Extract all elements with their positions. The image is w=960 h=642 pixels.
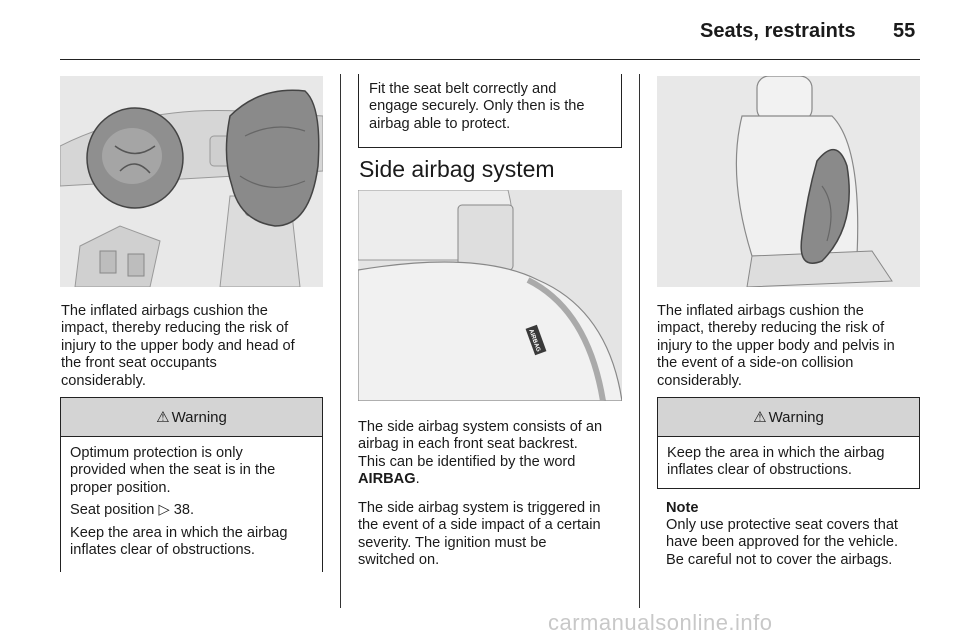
warning-text-seat-position: Seat position ▷ 38. (70, 502, 195, 519)
warning-box-seat-position (60, 397, 323, 572)
side-airbag-description: The side airbag system consists of an airbag in each front seat backrest. This can be identified by the word AIRBAG. (358, 419, 603, 488)
page-number: 55 (893, 20, 916, 42)
continued-box-seat-belt (358, 74, 622, 148)
section-heading-side-airbag: Side airbag system (359, 156, 555, 182)
front-airbags-illustration (60, 76, 323, 287)
page-header-title: Seats, restraints (700, 20, 856, 42)
side-airbag-trigger-text: The side airbag system is triggered in the event of a side impact of a certain severity. The ignition must be switched on. (358, 500, 601, 569)
page-ref-triangle-icon: ▷ (158, 502, 170, 519)
figure-caption-side-airbag: The inflated airbags cushion the impact, thereby reducing the risk of injury to the upper body and pelvis in the event of a side-on collision considerably. (657, 303, 895, 389)
warning-box-obstructions (657, 397, 920, 489)
warning-title: Warning (171, 408, 227, 426)
warning-text-protection: Optimum protection is only provided when the seat is in the proper position. (70, 445, 276, 496)
watermark: carmanualsonline.info (548, 610, 773, 635)
header-rule (60, 59, 920, 60)
seat-belt-text: Fit the seat belt correctly and engage securely. Only then is the airbag able to protect. (369, 81, 585, 132)
side-airbag-seat-illustration (657, 76, 920, 287)
warning-title: Warning (768, 408, 824, 426)
column-divider-left (340, 74, 341, 608)
note-text: Only use protective seat covers that have been approved for the vehicle. Be careful not to cover the airbags. (666, 517, 899, 568)
side-airbag-label-illustration (358, 190, 622, 401)
note-label: Note (666, 500, 699, 516)
warning-body (658, 437, 919, 480)
warning-triangle-icon: ⚠ (156, 409, 170, 426)
warning-triangle-icon: ⚠ (753, 409, 767, 426)
warning-header (61, 398, 322, 437)
figure-caption-front-airbags: The inflated airbags cushion the impact, thereby reducing the risk of injury to the upper body and head of the front seat occupants considerably. (61, 303, 295, 389)
warning-header (658, 398, 919, 437)
column-divider-right (639, 74, 640, 608)
airbag-label-text: AIRBAG (527, 328, 541, 353)
warning-text-obstructions: Keep the area in which the airbag inflates clear of obstructions. (70, 524, 288, 559)
warning-text-obstructions: Keep the area in which the airbag inflates clear of obstructions. (667, 445, 885, 479)
airbag-word: AIRBAG (358, 471, 416, 488)
warning-body (61, 437, 322, 559)
page-ref-number[interactable]: 38. (173, 502, 195, 519)
